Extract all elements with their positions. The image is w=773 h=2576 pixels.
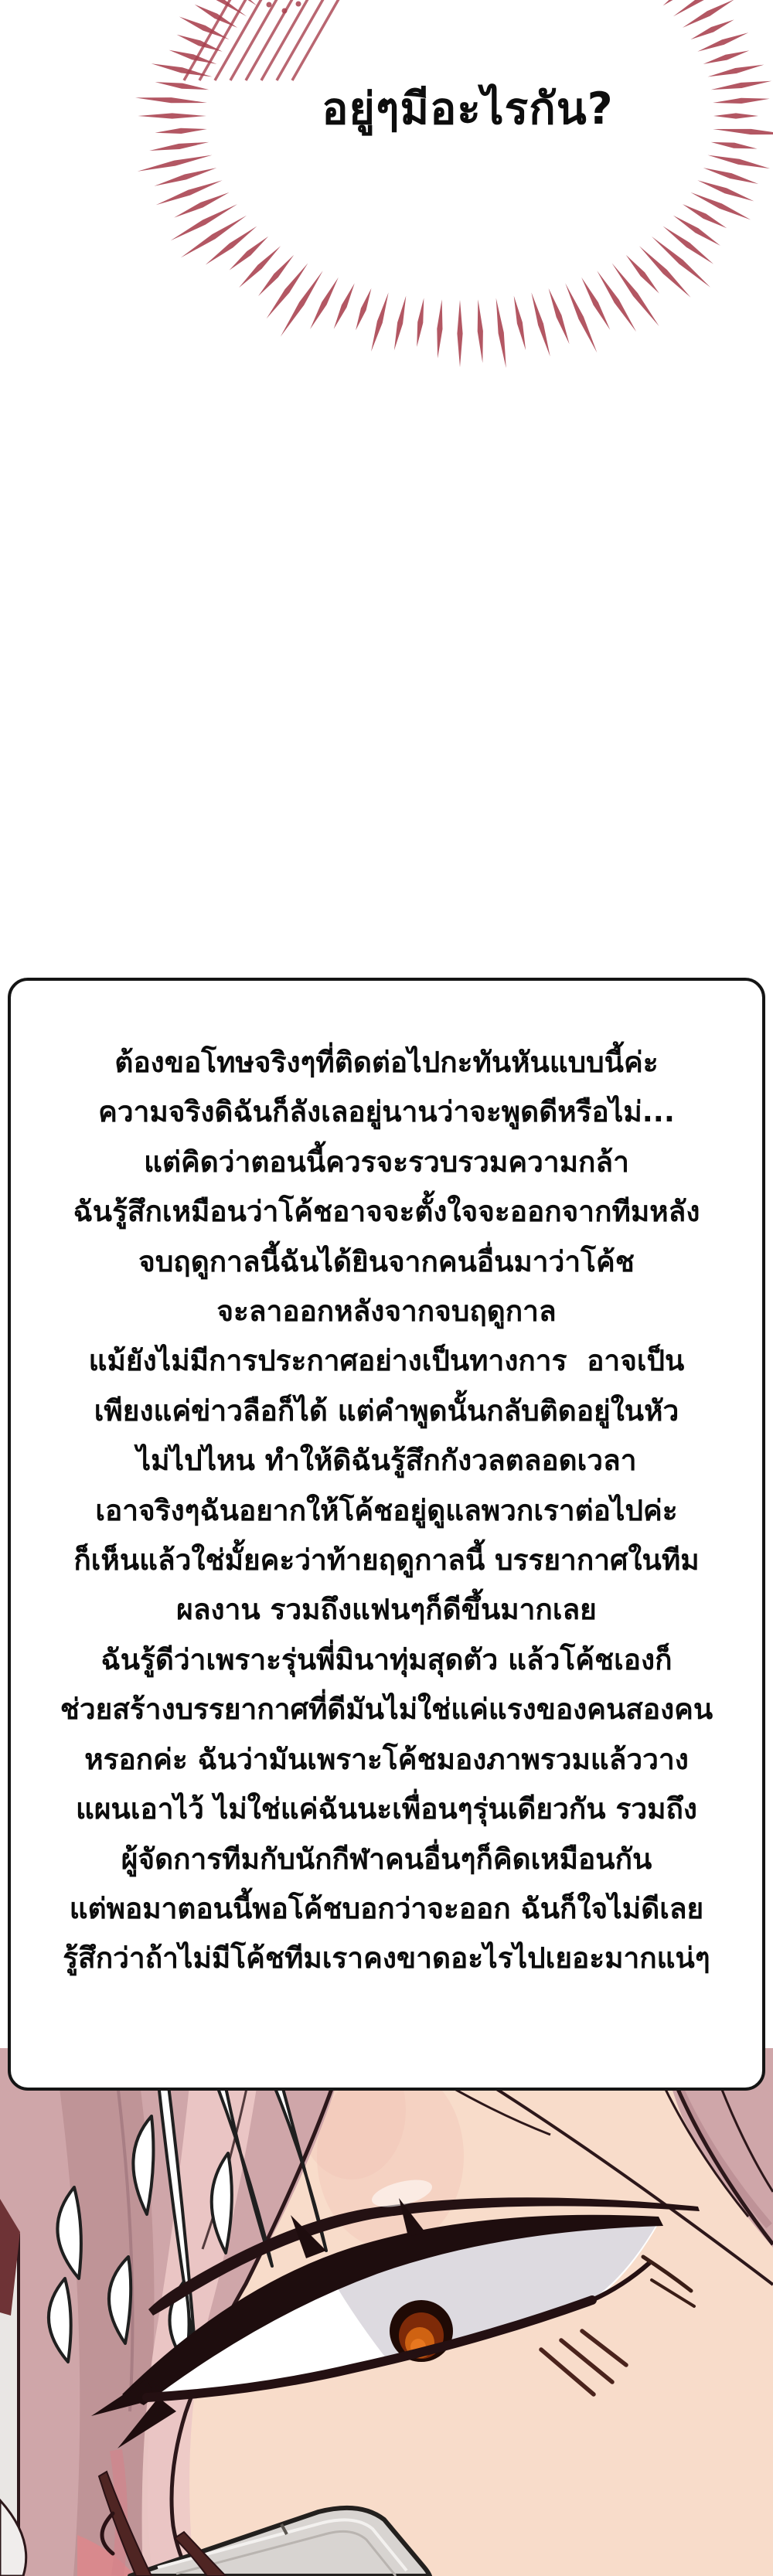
dialogue-line: ฉันรู้สึกเหมือนว่าโค้ชอาจจะตั้งใจจะออกจากทีมหลัง: [73, 1195, 700, 1229]
dialogue-line: แผนเอาไว้ ไม่ใช่แค่ฉันนะเพื่อนๆรุ่นเดียวกัน รวมถึง: [76, 1792, 697, 1826]
dialogue-line: ความจริงดิฉันก็ลังเลอยู่นานว่าจะพูดดีหรือไม่...: [98, 1095, 675, 1129]
dialogue-line: จะลาออกหลังจากจบฤดูกาล: [216, 1295, 557, 1329]
dialogue-line: ผลงาน รวมถึงแฟนๆก็ดีขึ้นมากเลย: [176, 1593, 597, 1627]
dialogue-line: หรอกค่ะ ฉันว่ามันเพราะโค้ชมองภาพรวมแล้ววาง: [84, 1742, 689, 1776]
face-closeup-illustration: [0, 2048, 773, 2576]
dialogue-line: ก็เห็นแล้วใช่มั้ยคะว่าท้ายฤดูกาลนี้ บรรยากาศในทีม: [73, 1543, 700, 1577]
dialogue-line: เพียงแค่ข่าวลือก็ได้ แต่คำพูดนั้นกลับติดอยู่ในหัว: [94, 1393, 679, 1428]
dialogue-line: ไม่ไปไหน ทำให้ดิฉันรู้สึกกังวลตลอดเวลา: [136, 1444, 637, 1478]
dialogue-line: แต่คิดว่าตอนนี้ควรจะรวบรวมความกล้า: [144, 1145, 629, 1179]
dialogue-line: จบฤดูกาลนี้ฉันได้ยินจากคนอื่นมาว่าโค้ช: [138, 1244, 635, 1278]
dialogue-line: ฉันรู้ดีว่าเพราะรุ่นพี่มินาทุ่มสุดตัว แล้วโค้ชเองก็: [100, 1642, 673, 1676]
shout-burst-effect: [0, 0, 773, 433]
dialogue-box: [8, 978, 765, 2091]
dialogue-line: ต้องขอโทษจริงๆที่ติดต่อไปกะทันหันแบบนี้ค่ะ: [114, 1046, 659, 1079]
dialogue-line: แม้ยังไม่มีการประกาศอย่างเป็นทางการ อาจเป็น: [88, 1344, 685, 1378]
dialogue-line: เอาจริงๆฉันอยากให้โค้ชอยู่ดูแลพวกเราต่อไปค่ะ: [95, 1493, 678, 1527]
dialogue-line: ช่วยสร้างบรรยากาศที่ดีมันไม่ใช่แค่แรงของคนสองคน: [60, 1693, 713, 1727]
shout-text: อยู่ๆมีอะไรกัน?: [322, 83, 614, 134]
dialogue-line: รู้สึกว่าถ้าไม่มีโค้ชทีมเราคงขาดอะไรไปเยอะมากแน่ๆ: [63, 1941, 710, 1975]
dialogue-line: แต่พอมาตอนนี้พอโค้ชบอกว่าจะออก ฉันก็ใจไม่ดีเลย: [69, 1891, 704, 1925]
dialogue-line: ผู้จัดการทีมกับนักกีฬาคนอื่นๆก็คิดเหมือนกัน: [121, 1842, 652, 1876]
